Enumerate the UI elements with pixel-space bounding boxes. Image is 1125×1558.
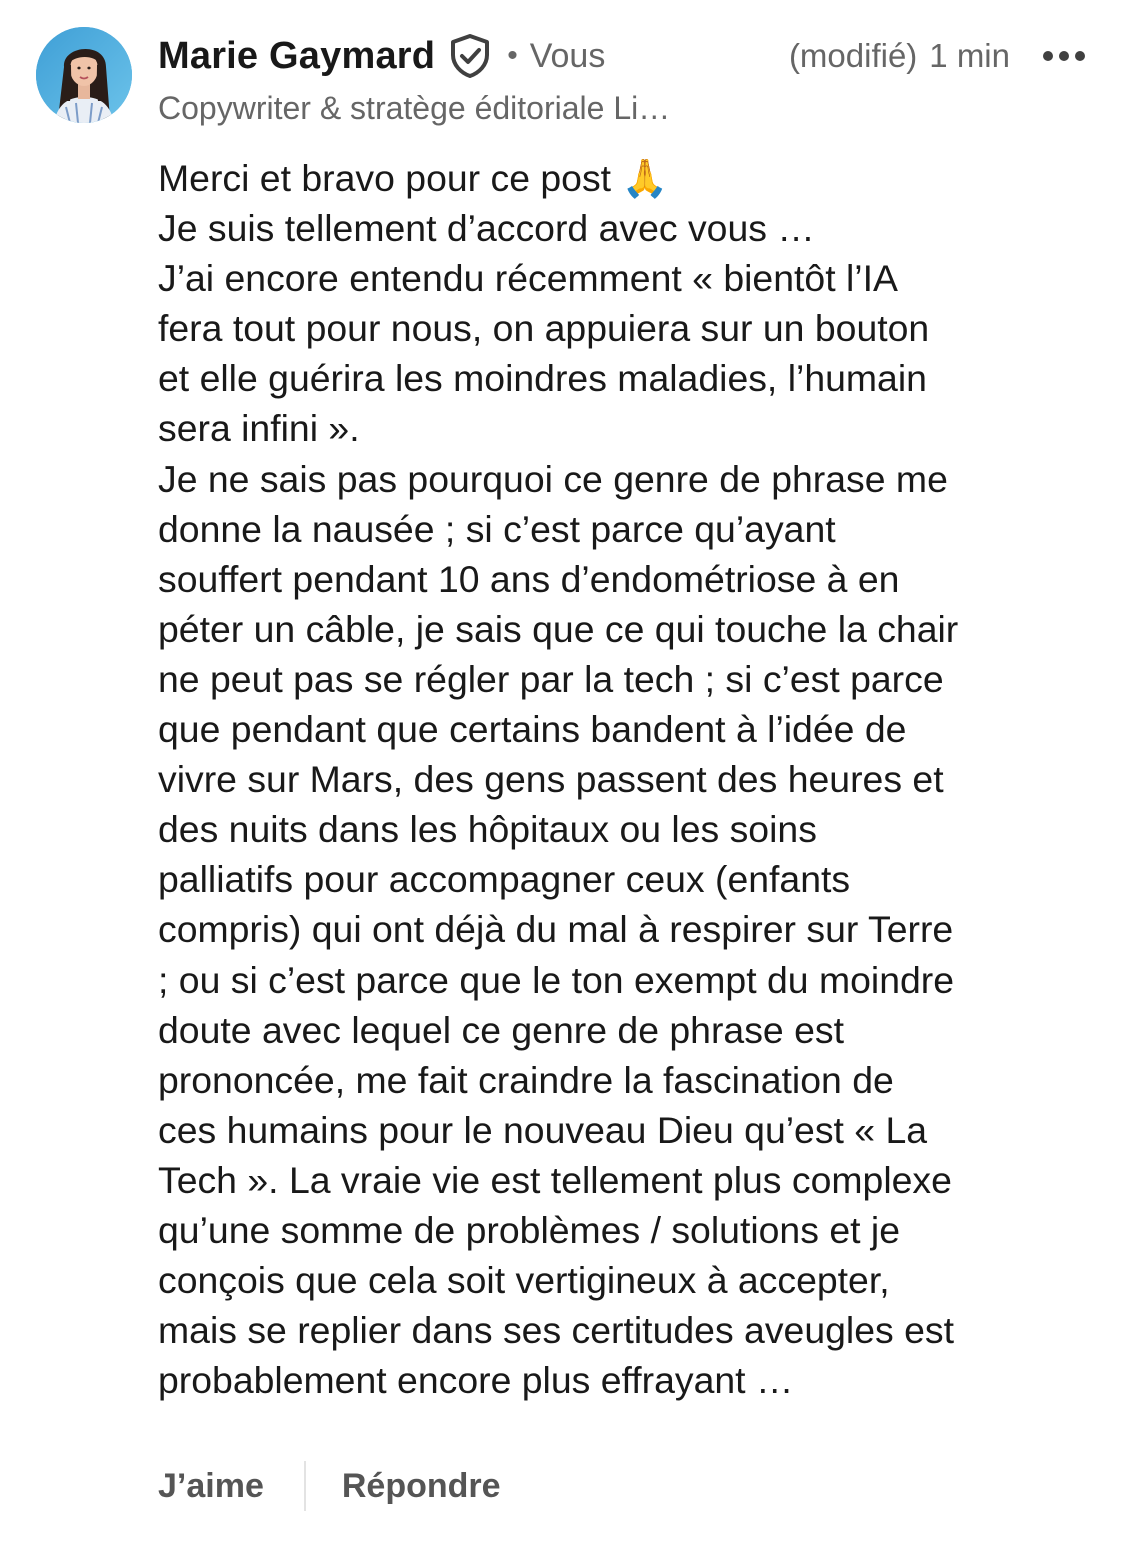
profile-photo-icon [36, 27, 132, 123]
comment-line: mais se replier dans ses certitudes aveugles est [158, 1309, 954, 1352]
comment-line: souffert pendant 10 ans d’endométriose à en [158, 557, 900, 600]
comment-line: ; ou si c’est parce que le ton exempt du moindre [158, 958, 955, 1001]
action-divider [304, 1461, 306, 1511]
comment-line: conçois que cela soit vertigineux à accepter, [158, 1259, 890, 1302]
comment-line: palliatifs pour accompagner ceux (enfants [158, 858, 851, 901]
comment-line: donne la nausée ; si c’est parce qu’ayant [158, 507, 836, 550]
author-name[interactable]: Marie Gaymard [158, 34, 436, 77]
name-row [158, 28, 605, 84]
comment-header [158, 28, 1088, 128]
comment-line: compris) qui ont déjà du mal à respirer sur Terre [158, 908, 954, 951]
edited-label: (modifié) [788, 37, 918, 74]
comment-line: doute avec lequel ce genre de phrase est [158, 1008, 844, 1051]
comment-line: probablement encore plus effrayant … [158, 1359, 794, 1402]
comment-line: que pendant que certains bandent à l’idée de [158, 708, 907, 751]
comment-meta [789, 28, 1088, 84]
comment-line: des nuits dans les hôpitaux ou les soins [158, 808, 817, 851]
comment-line: fera tout pour nous, on appuiera sur un bouton [158, 307, 930, 350]
author-headline: Copywriter & stratège éditoriale Li… [158, 90, 671, 126]
comment-line: et elle guérira les moindres maladies, l’humain [158, 357, 927, 400]
timestamp: 1 min [929, 37, 1010, 74]
comment-text [158, 153, 1093, 1405]
comment-line: vivre sur Mars, des gens passent des heures et [158, 758, 944, 801]
more-options-icon[interactable] [1040, 36, 1088, 76]
like-button[interactable]: J’aime [158, 1466, 264, 1505]
comment-line: sera infini ». [158, 407, 360, 450]
comment-line: ne peut pas se régler par la tech ; si c’est parce [158, 657, 944, 700]
comment-line: Merci et bravo pour ce post 🙏 [158, 157, 668, 199]
comment-line: Tech ». La vraie vie est tellement plus complexe [158, 1158, 952, 1201]
verified-shield-icon [447, 33, 493, 79]
comment-line: qu’une somme de problèmes / solutions et je [158, 1208, 900, 1251]
comment-line: J’ai encore entendu récemment « bientôt l’IA [158, 257, 898, 300]
separator-dot: • [507, 39, 518, 72]
relation-label: Vous [529, 36, 606, 75]
comment-line: ces humains pour le nouveau Dieu qu’est « La [158, 1108, 928, 1151]
comment-actions [158, 1458, 501, 1514]
comment-line: Je ne sais pas pourquoi ce genre de phrase me [158, 457, 948, 500]
reply-button[interactable]: Répondre [341, 1466, 501, 1505]
comment-line: prononcée, me fait craindre la fascination de [158, 1058, 894, 1101]
comment-line: Je suis tellement d’accord avec vous … [158, 207, 815, 250]
avatar[interactable] [36, 27, 132, 123]
comment-line: péter un câble, je sais que ce qui touche la chair [158, 607, 959, 650]
